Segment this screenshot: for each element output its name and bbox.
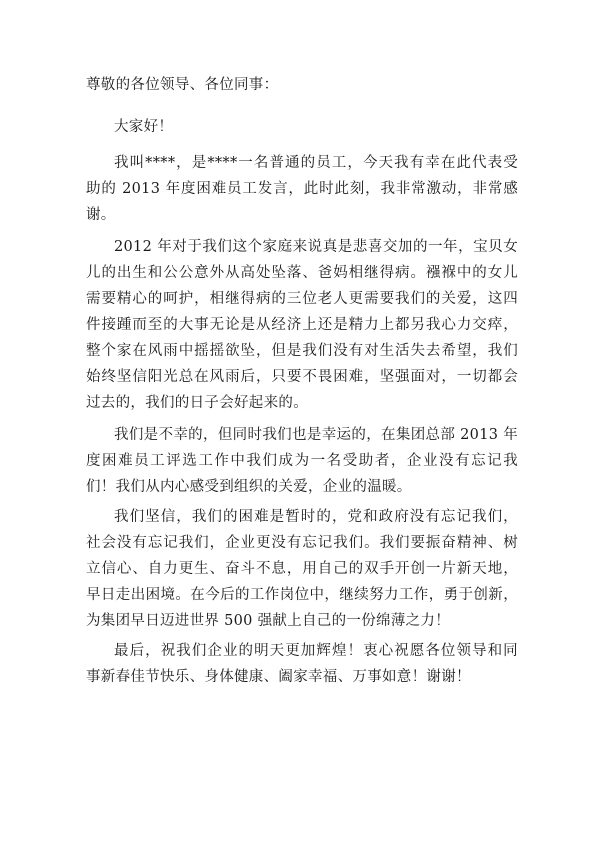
paragraph-line: 我们是不幸的，但同时我们也是幸运的，在集团总部 2013 年: [114, 427, 518, 443]
paragraph-2: [86, 234, 518, 416]
paragraph-4: [86, 504, 518, 634]
paragraph-line: 事新春佳节快乐、身体健康、阖家幸福、万事如意！谢谢！: [86, 669, 471, 685]
greeting-line: 大家好！: [114, 119, 174, 135]
paragraph-line: 整个家在风雨中摇摇欲坠，但是我们没有对生活失去希望，我们: [86, 343, 518, 359]
salutation-line: 尊敬的各位领导、各位同事：: [86, 77, 279, 93]
paragraph-line: 度困难员工评选工作中我们成为一名受助者，企业没有忘记我: [86, 453, 518, 469]
paragraph-line: 早日走出困境。在今后的工作岗位中，继续努力工作，勇于创新，: [86, 587, 518, 603]
greeting: [86, 114, 518, 140]
paragraph-line: 始终坚信阳光总在风雨后，只要不畏困难，坚强面对，一切都会: [86, 369, 518, 385]
paragraph-line: 社会没有忘记我们，企业更没有忘记我们。我们要振奋精神、树: [86, 535, 518, 551]
paragraph-line: 们！我们从内心感受到组织的关爱，企业的温暖。: [86, 479, 412, 495]
paragraph-line: 件接踵而至的大事无论是从经济上还是精力上都另我心力交瘁，: [86, 317, 518, 333]
paragraph-line: 助的 2013 年度困难员工发言，此时此刻，我非常激动，非常感: [86, 181, 518, 197]
paragraph-line: 儿的出生和公公意外从高处坠落、爸妈相继得病。襁褓中的女儿: [86, 265, 518, 281]
paragraph-line: 为集团早日迈进世界 500 强献上自己的一份绵薄之力！: [86, 613, 450, 629]
paragraph-line: 2012 年对于我们这个家庭来说真是悲喜交加的一年，宝贝女: [114, 239, 518, 255]
paragraph-line: 最后，祝我们企业的明天更加辉煌！衷心祝愿各位领导和同: [114, 643, 518, 659]
paragraph-3: [86, 422, 518, 500]
paragraph-line: 谢。: [86, 207, 116, 223]
salutation: [86, 72, 518, 98]
paragraph-line: 立信心、自力更生、奋斗不息，用自己的双手开创一片新天地，: [86, 561, 518, 577]
paragraph-line: 我叫****，是****一名普通的员工，今天我有幸在此代表受: [114, 155, 518, 171]
paragraph-5: [86, 638, 518, 690]
paragraph-line: 过去的，我们的日子会好起来的。: [86, 395, 308, 411]
paragraph-line: 我们坚信，我们的困难是暂时的，党和政府没有忘记我们，: [114, 509, 518, 525]
paragraph-line: 需要精心的呵护，相继得病的三位老人更需要我们的关爱，这四: [86, 291, 518, 307]
paragraph-1: [86, 150, 518, 228]
